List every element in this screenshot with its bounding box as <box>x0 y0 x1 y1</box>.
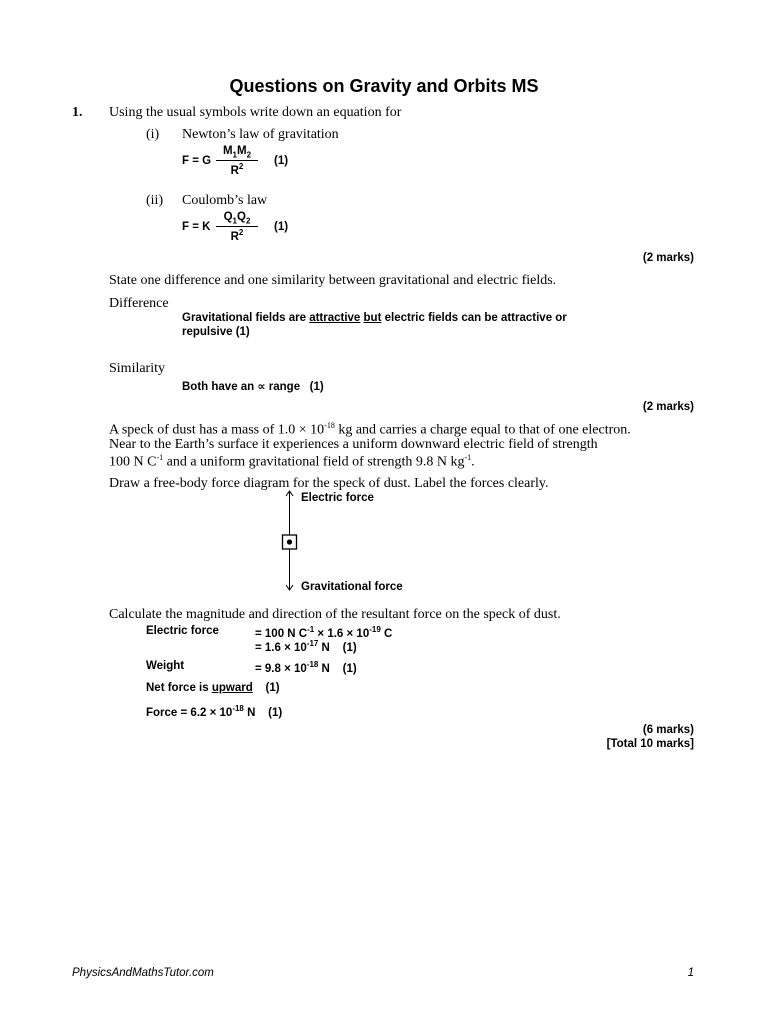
footer-site: PhysicsAndMathsTutor.com <box>72 967 214 979</box>
coulomb-mark: (1) <box>274 221 289 233</box>
page-title: Questions on Gravity and Orbits MS <box>229 76 539 96</box>
weight-label: Weight <box>146 660 185 672</box>
question-number: 1. <box>72 105 83 120</box>
difference-answer-line1: Gravitational fields are attractive but electric fields can be attractive or <box>182 312 567 324</box>
part-i-label: (i) <box>146 127 160 142</box>
coulomb-numerator: $Q_1Q_2$ <box>216 211 258 227</box>
similarity-answer: Both have an ∝ range (1) <box>182 381 324 393</box>
net-force-magnitude: Force = $6.2 \times 10^{-18}$ N (1) <box>146 704 283 719</box>
marks-part-2: (2 marks) <box>642 401 694 413</box>
part-i-text: Newton’s law of gravitation <box>182 127 339 142</box>
difference-answer-line2: repulsive (1) <box>182 326 250 338</box>
page-number: 1 <box>687 967 694 979</box>
electric-force-working-label: Electric force <box>146 625 219 637</box>
coulomb-denominator: $R^2$ <box>230 228 244 244</box>
newton-denominator: $R^2$ <box>230 162 244 178</box>
gravitational-force-label: Gravitational force <box>301 581 403 593</box>
free-body-diagram <box>276 488 306 596</box>
total-marks: [Total 10 marks] <box>606 738 694 750</box>
net-force-direction: Net force is upward (1) <box>146 682 280 694</box>
weight-value: = $9.8 \times 10^{-18}$ N (1) <box>255 660 357 675</box>
part-ii-text: Coulomb’s law <box>182 193 268 208</box>
newton-lhs: F = G <box>182 155 212 167</box>
marks-part-1: (2 marks) <box>642 252 694 264</box>
dust-speck-dot <box>287 539 292 544</box>
calculate-question: Calculate the magnitude and direction of the resultant force on the speck of dust. <box>109 607 561 622</box>
newton-numerator: $M_1M_2$ <box>216 145 258 161</box>
speck-line-2: Near to the Earth’s surface it experiences a uniform downward electric field of strength <box>109 437 598 452</box>
question-intro: Using the usual symbols write down an equation for <box>109 105 402 120</box>
speck-line-3: 100 N $C^{-1}$ and a uniform gravitational field of strength 9.8 N $kg^{-1}$. <box>109 453 475 470</box>
draw-question: Draw a free-body force diagram for the speck of dust. Label the forces clearly. <box>109 476 549 491</box>
newton-fraction <box>216 145 258 177</box>
coulomb-fraction <box>216 211 258 243</box>
electric-force-working-line1: = 100 N $C^{-1} \times 1.6 \times 10^{-19}$ C <box>255 625 393 640</box>
marks-part-3: (6 marks) <box>642 724 694 736</box>
state-question: State one difference and one similarity between gravitational and electric fields. <box>109 273 557 288</box>
speck-line-1: A speck of dust has a mass of $1.0 \times 10^{-18}$ kg and carries a charge equal to that of one electron. <box>109 421 631 438</box>
part-ii-label: (ii) <box>146 193 164 208</box>
coulomb-lhs: F = K <box>182 221 211 233</box>
similarity-label: Similarity <box>109 361 165 376</box>
electric-force-label: Electric force <box>301 492 374 504</box>
difference-label: Difference <box>109 296 169 311</box>
newton-mark: (1) <box>274 155 289 167</box>
electric-force-working-line2: = $1.6 \times 10^{-17}$ N (1) <box>255 639 357 654</box>
